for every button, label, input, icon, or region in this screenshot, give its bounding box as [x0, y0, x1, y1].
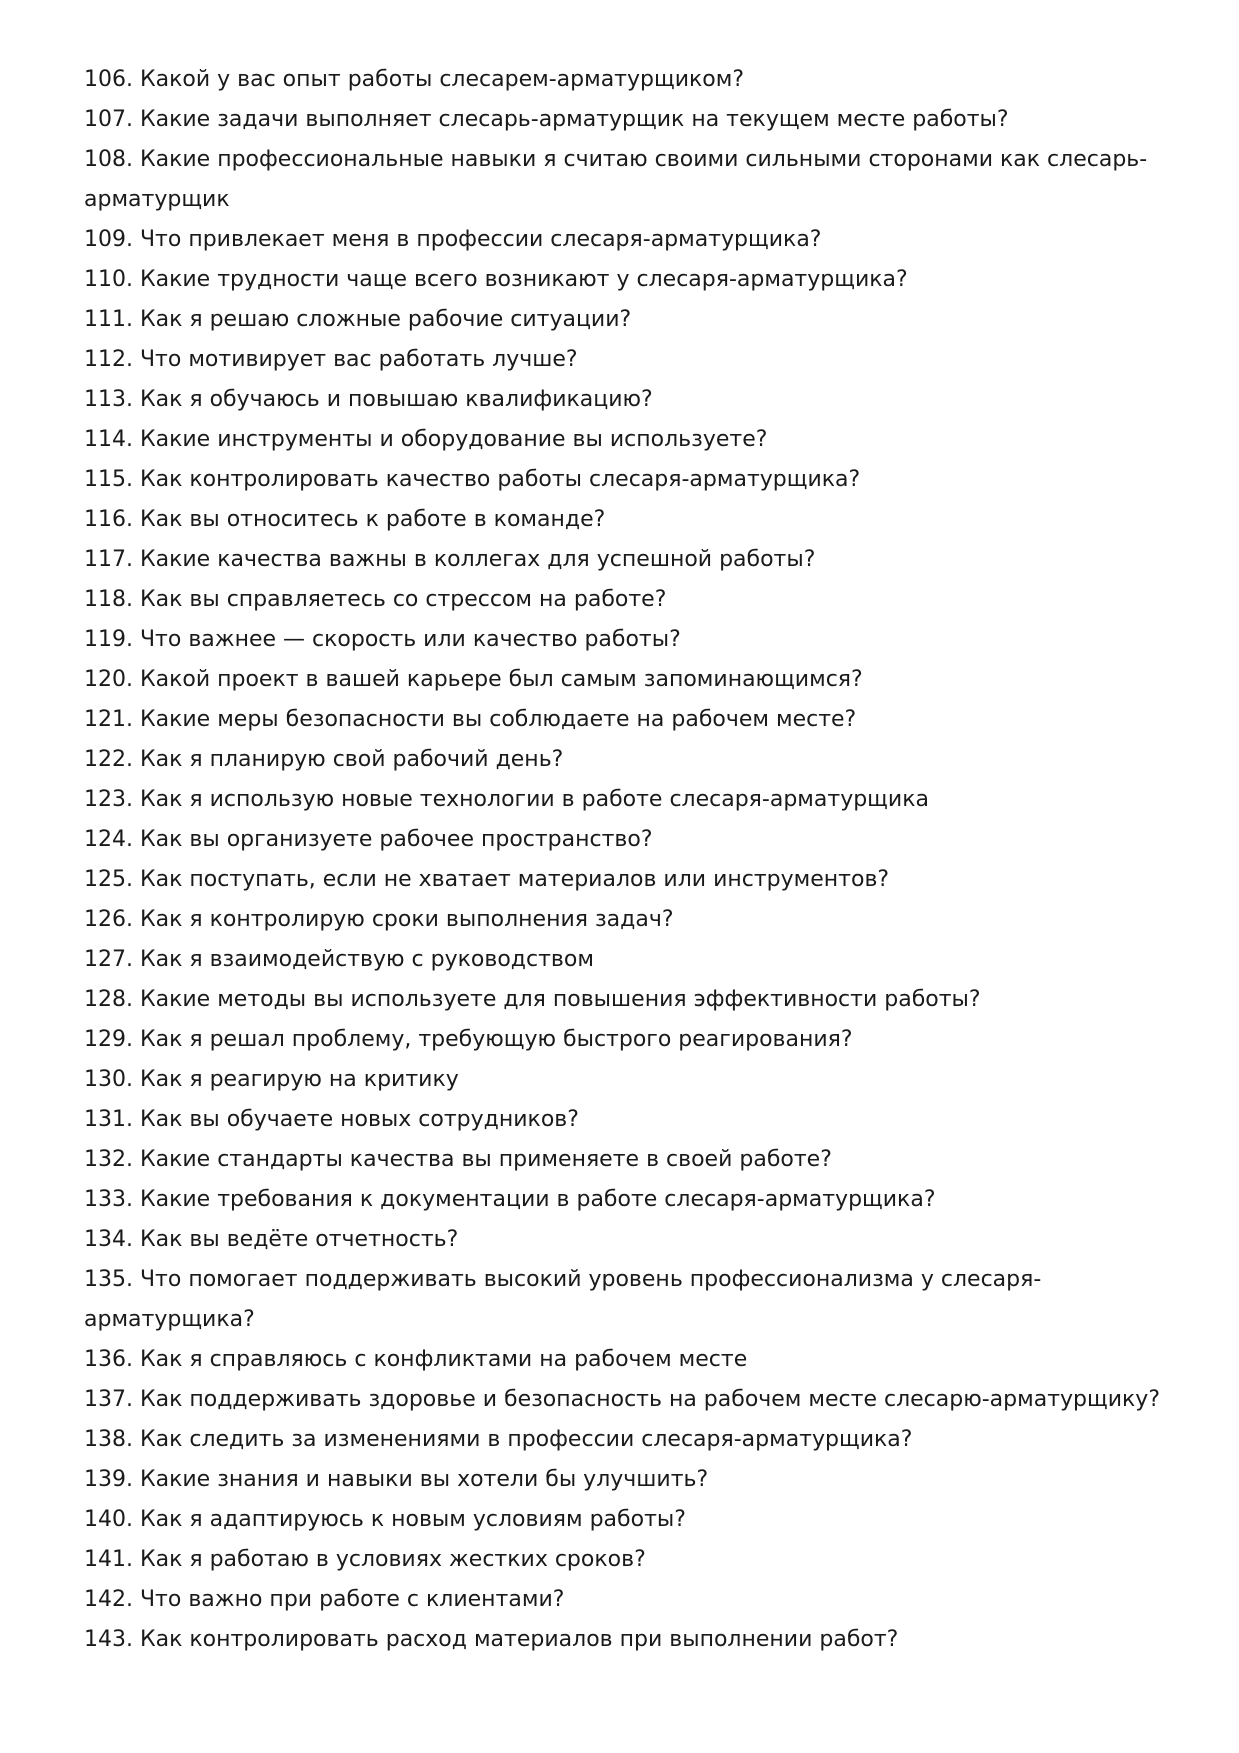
- question-item: 121. Какие меры безопасности вы соблюдаете на рабочем месте?: [84, 707, 857, 732]
- question-item: 130. Как я реагирую на критику: [84, 1067, 459, 1092]
- question-item: 141. Как я работаю в условиях жестких сроков?: [84, 1547, 646, 1572]
- question-item: 128. Какие методы вы используете для повышения эффективности работы?: [84, 987, 981, 1012]
- question-item: 123. Как я использую новые технологии в работе слесаря-арматурщика: [84, 787, 929, 812]
- question-item: 111. Как я решаю сложные рабочие ситуации?: [84, 307, 632, 332]
- question-item: 139. Какие знания и навыки вы хотели бы улучшить?: [84, 1467, 709, 1492]
- question-item: 113. Как я обучаюсь и повышаю квалификацию?: [84, 387, 653, 412]
- question-item: 122. Как я планирую свой рабочий день?: [84, 747, 564, 772]
- question-item: 127. Как я взаимодействую с руководством: [84, 947, 594, 972]
- question-item: 138. Как следить за изменениями в профессии слесаря-арматурщика?: [84, 1427, 913, 1452]
- question-list: [84, 60, 1164, 1660]
- question-item: 129. Как я решал проблему, требующую быстрого реагирования?: [84, 1027, 853, 1052]
- question-item: 136. Как я справляюсь с конфликтами на рабочем месте: [84, 1347, 748, 1372]
- question-item: 132. Какие стандарты качества вы применяете в своей работе?: [84, 1147, 832, 1172]
- question-item: 110. Какие трудности чаще всего возникают у слесаря-арматурщика?: [84, 267, 908, 292]
- question-item: 109. Что привлекает меня в профессии слесаря-арматурщика?: [84, 227, 822, 252]
- question-item: 143. Как контролировать расход материалов при выполнении работ?: [84, 1627, 899, 1652]
- question-item: 107. Какие задачи выполняет слесарь-арматурщик на текущем месте работы?: [84, 107, 1009, 132]
- question-item: 114. Какие инструменты и оборудование вы используете?: [84, 427, 768, 452]
- question-item: 108. Какие профессиональные навыки я считаю своими сильными сторонами как слесарь-арматурщик: [84, 147, 1148, 212]
- question-item: 112. Что мотивирует вас работать лучше?: [84, 347, 578, 372]
- question-item: 124. Как вы организуете рабочее пространство?: [84, 827, 653, 852]
- question-item: 119. Что важнее — скорость или качество работы?: [84, 627, 681, 652]
- question-item: 142. Что важно при работе с клиентами?: [84, 1587, 565, 1612]
- question-item: 115. Как контролировать качество работы слесаря-арматурщика?: [84, 467, 861, 492]
- question-item: 126. Как я контролирую сроки выполнения задач?: [84, 907, 674, 932]
- question-item: 137. Как поддерживать здоровье и безопасность на рабочем месте слесарю-арматурщику?: [84, 1387, 1160, 1412]
- question-item: 133. Какие требования к документации в работе слесаря-арматурщика?: [84, 1187, 936, 1212]
- question-item: 134. Как вы ведёте отчетность?: [84, 1227, 459, 1252]
- question-item: 135. Что помогает поддерживать высокий уровень профессионализма у слесаря-арматурщика?: [84, 1267, 1042, 1332]
- question-item: 117. Какие качества важны в коллегах для успешной работы?: [84, 547, 816, 572]
- question-item: 118. Как вы справляетесь со стрессом на работе?: [84, 587, 667, 612]
- question-item: 120. Какой проект в вашей карьере был самым запоминающимся?: [84, 667, 863, 692]
- question-item: 140. Как я адаптируюсь к новым условиям работы?: [84, 1507, 686, 1532]
- question-item: 116. Как вы относитесь к работе в команде?: [84, 507, 606, 532]
- question-item: 125. Как поступать, если не хватает материалов или инструментов?: [84, 867, 890, 892]
- question-item: 131. Как вы обучаете новых сотрудников?: [84, 1107, 579, 1132]
- question-item: 106. Какой у вас опыт работы слесарем-арматурщиком?: [84, 67, 745, 92]
